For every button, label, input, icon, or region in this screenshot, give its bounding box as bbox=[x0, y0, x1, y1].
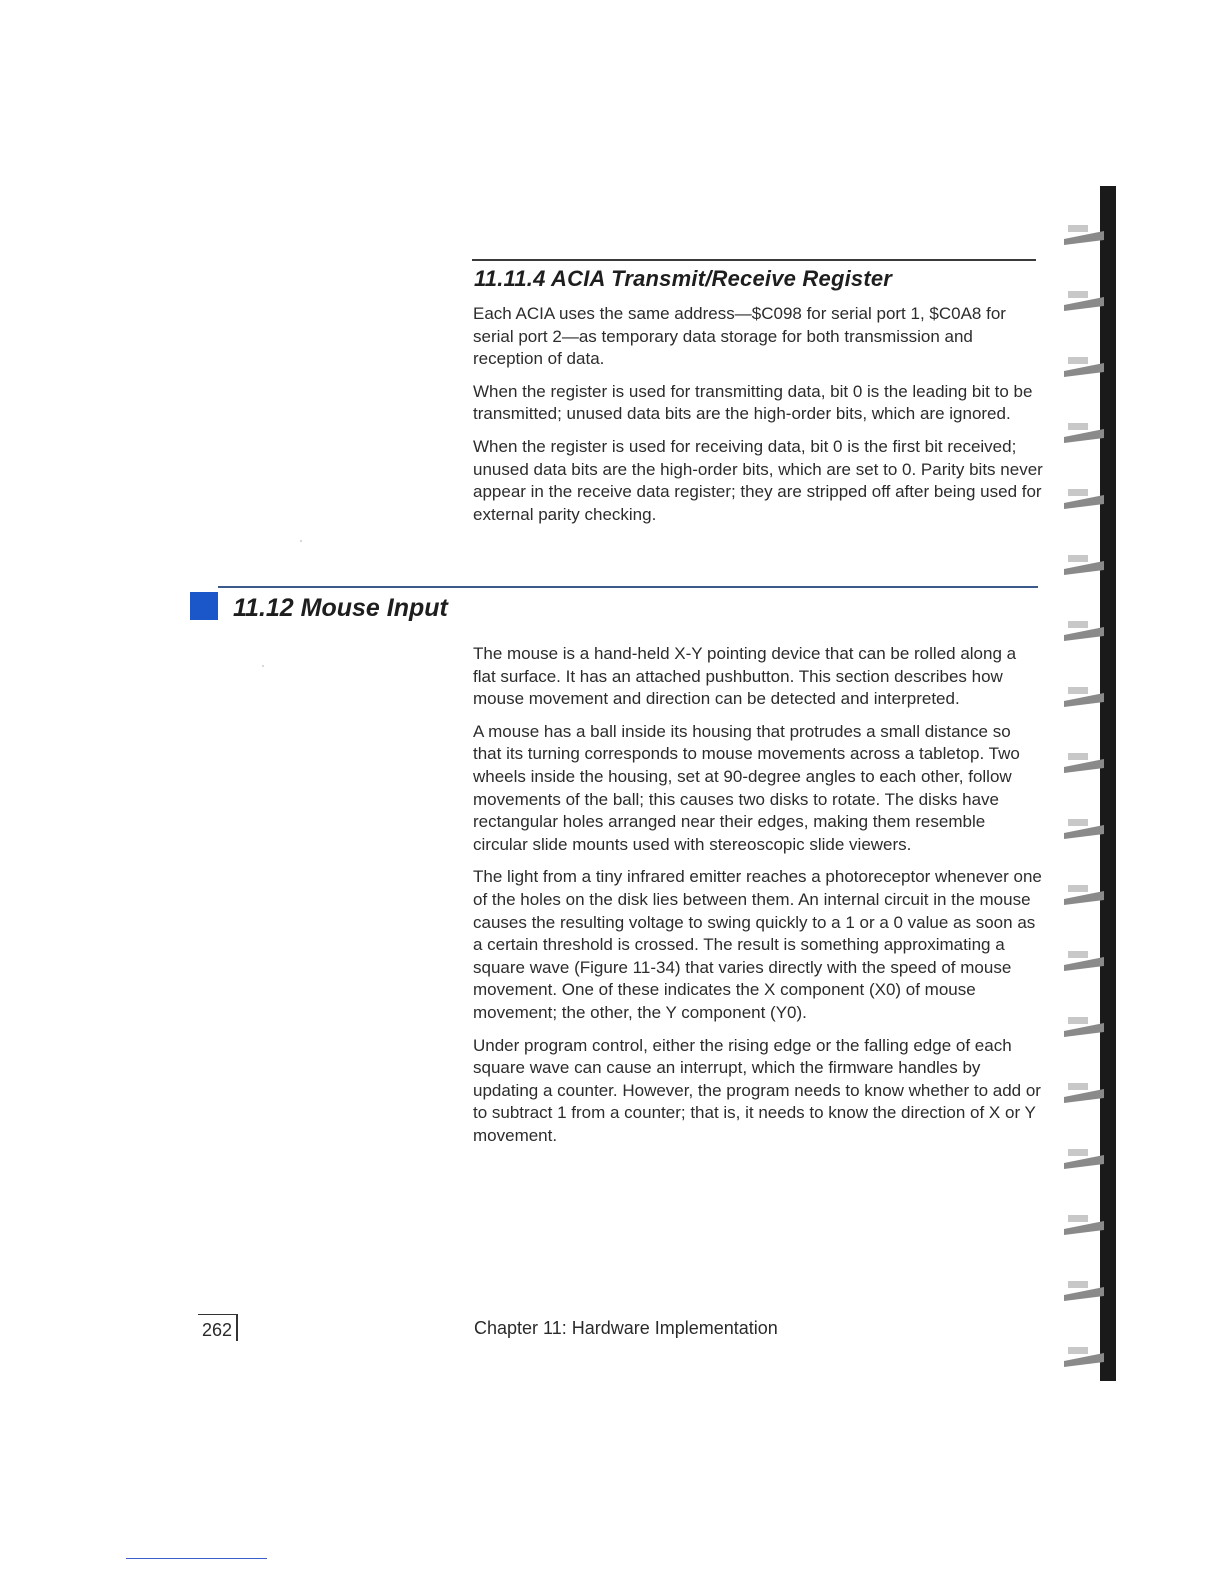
paragraph: Each ACIA uses the same address—$C098 for serial port 1, $C0A8 for serial port 2—as temporary data storage for both transmission and reception of data. bbox=[473, 304, 1006, 369]
running-footer: Chapter 11: Hardware Implementation bbox=[474, 1318, 778, 1338]
subsection-heading: 11.11.4 ACIA Transmit/Receive Register bbox=[474, 266, 893, 291]
binding-hole bbox=[1068, 357, 1088, 364]
subsection-top-rule bbox=[472, 259, 1036, 261]
binding-hole bbox=[1068, 1347, 1088, 1354]
binding-hole bbox=[1068, 1083, 1088, 1090]
binding-hole bbox=[1068, 621, 1088, 628]
binding-coil bbox=[1064, 297, 1104, 311]
binding-coil bbox=[1064, 363, 1104, 377]
binding-hole bbox=[1068, 885, 1088, 892]
binding-coil bbox=[1064, 495, 1104, 509]
binding-coil bbox=[1064, 891, 1104, 905]
binding-coil bbox=[1064, 1155, 1104, 1169]
binding-hole bbox=[1068, 291, 1088, 298]
binding-hole bbox=[1068, 753, 1088, 760]
section-heading: 11.12 Mouse Input bbox=[233, 594, 448, 622]
binding-hole bbox=[1068, 951, 1088, 958]
binding-hole bbox=[1068, 489, 1088, 496]
section-rule bbox=[218, 586, 1038, 588]
binding-coil bbox=[1064, 693, 1104, 707]
binding-coil bbox=[1064, 1287, 1104, 1301]
binding-coil bbox=[1064, 825, 1104, 839]
paragraph: The light from a tiny infrared emitter reaches a photoreceptor whenever one of the holes on the disk lies between them. An internal circuit in the mouse causes the resulting voltage to swing quickly to a 1 or a 0 value as soon as a certain threshold is crossed. The result is something approximating a square wave (Figure 11-34) that varies directly with the speed of mouse movement. One of these indicates the X component (X0) of mouse movement; the other, the Y component (Y0). bbox=[473, 867, 1042, 1022]
binding-coil bbox=[1064, 957, 1104, 971]
binding-hole bbox=[1068, 1149, 1088, 1156]
paragraph: When the register is used for receiving data, bit 0 is the first bit received; unused data bits are the high-order bits, which are set to 0. Parity bits never appear in the receive data register; they are stripped off after being used for external parity checking. bbox=[473, 436, 1043, 524]
binding-coil bbox=[1064, 1023, 1104, 1037]
paragraph: The mouse is a hand-held X-Y pointing device that can be rolled along a flat surface. It has an attached pushbutton. This section describes how mouse movement and direction can be detected and interpreted. bbox=[473, 644, 1017, 709]
scan-speck bbox=[262, 665, 264, 667]
binding-coil bbox=[1064, 561, 1104, 575]
paragraph: When the register is used for transmitting data, bit 0 is the leading bit to be transmitted; unused data bits are the high-order bits, which are ignored. bbox=[473, 381, 1033, 424]
binding-coil bbox=[1064, 1221, 1104, 1235]
binding-coil bbox=[1064, 1353, 1104, 1367]
binding-coil bbox=[1064, 1089, 1104, 1103]
binding-coil bbox=[1064, 231, 1104, 245]
spiral-binding-edge bbox=[1060, 186, 1120, 1386]
binding-coil bbox=[1064, 429, 1104, 443]
binding-hole bbox=[1068, 1017, 1088, 1024]
subsection-body bbox=[473, 303, 1043, 536]
binding-hole bbox=[1068, 423, 1088, 430]
binding-hole bbox=[1068, 555, 1088, 562]
paragraph: A mouse has a ball inside its housing that protrudes a small distance so that its turning corresponds to mouse movements across a tabletop. Two wheels inside the housing, set at 90-degree angles to each other, follow movements of the ball; this causes two disks to rotate. The disks have rectangular holes arranged near their edges, making them resemble circular slide mounts used with stereoscopic slide viewers. bbox=[473, 721, 1020, 854]
binding-hole bbox=[1068, 1281, 1088, 1288]
binding-hole bbox=[1068, 687, 1088, 694]
binding-coil bbox=[1064, 759, 1104, 773]
section-marker bbox=[190, 592, 218, 620]
scan-speck bbox=[300, 540, 302, 542]
binding-hole bbox=[1068, 225, 1088, 232]
binding-hole bbox=[1068, 1215, 1088, 1222]
binding-coil bbox=[1064, 627, 1104, 641]
paragraph: Under program control, either the rising edge or the falling edge of each square wave can cause an interrupt, which the firmware handles by updating a counter. However, the program needs to know whether to add or to subtract 1 from a counter; that is, it needs to know the direction of X or Y movement. bbox=[473, 1035, 1041, 1145]
bottom-underline bbox=[126, 1558, 267, 1559]
section-body bbox=[473, 643, 1043, 1157]
page-number: 262 bbox=[198, 1314, 238, 1341]
binding-hole bbox=[1068, 819, 1088, 826]
